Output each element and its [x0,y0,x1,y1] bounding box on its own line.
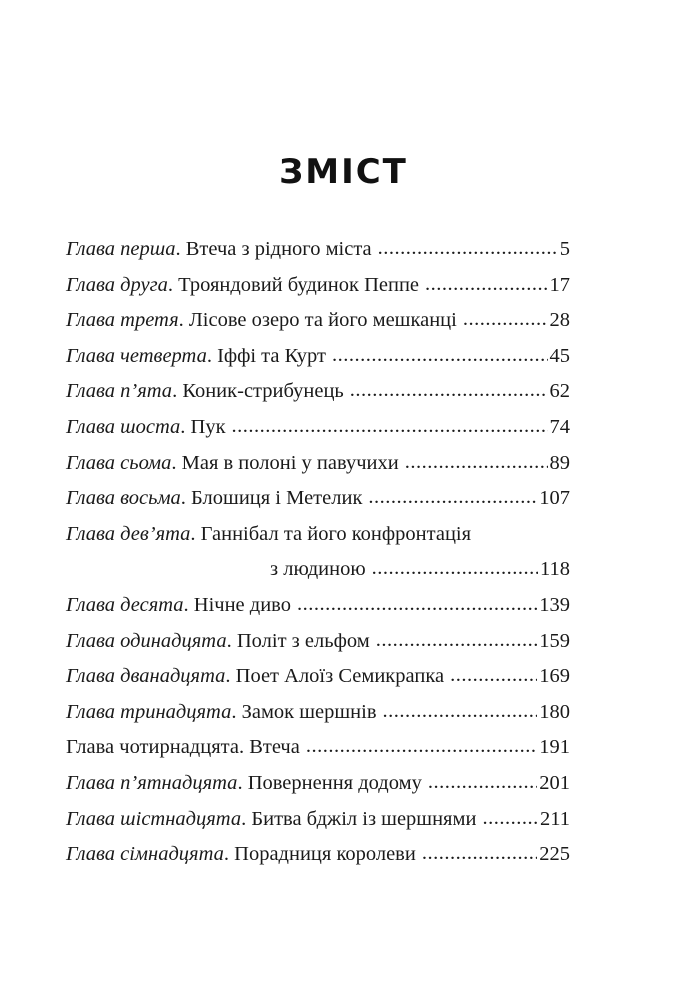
chapter-separator: . [237,771,248,794]
chapter-label: Глава перша [66,238,176,260]
chapter-label: Глава четверта [66,344,207,367]
dot-leader [297,587,537,623]
dot-leader [372,551,538,587]
chapter-title: Іффі та Курт [217,344,326,367]
chapter-separator: . [172,380,183,403]
toc-entry [66,837,570,873]
chapter-label: Глава чотирнадцята [66,736,239,759]
chapter-label: Глава друга [66,273,168,296]
chapter-title: Нічне диво [193,593,291,616]
toc-entry [66,374,570,410]
chapter-separator: . [183,593,194,616]
dot-leader [482,801,538,837]
toc-row [66,517,570,553]
page-number: 28 [549,309,570,332]
dot-leader [428,765,537,801]
chapter-separator: . [225,665,236,688]
toc-entry [66,268,570,304]
toc-entry [66,410,570,446]
toc-row [66,837,570,873]
chapter-label: Глава дванадцята [66,665,226,688]
chapter-title: Ганнібал та його конфронтація [200,522,472,545]
dot-leader [463,302,548,338]
toc-entry [66,446,570,482]
page-number: 17 [549,273,570,296]
table-of-contents [66,232,570,873]
toc-row [66,268,570,304]
chapter-label: Глава одинадцята [66,629,227,652]
chapter-label: Глава п’ята [66,380,173,403]
page-number: 45 [549,344,570,367]
page-number: 62 [549,380,570,403]
chapter-label: Глава восьма [66,487,181,510]
toc-row [66,624,570,660]
dot-leader [378,231,558,267]
dot-leader [232,409,548,445]
chapter-title: Битва бджіл із шершнями [251,807,477,830]
chapter-title-continuation: з людиною [270,558,366,581]
toc-entry [66,339,570,375]
chapter-title: Трояндовий будинок Пеппе [178,273,420,296]
chapter-title: Блошиця і Метелик [191,487,363,510]
toc-row [66,802,570,838]
page-number: 159 [539,629,570,652]
chapter-title: Пук [190,415,226,438]
chapter-title: Коник-стрибунець [182,380,344,403]
page-number: 89 [549,451,570,474]
chapter-separator: . [241,807,252,830]
chapter-separator: . [238,736,250,759]
chapter-separator: . [231,700,242,723]
chapter-label: Глава шістнадцята [66,807,242,830]
dot-leader [332,338,548,374]
toc-entry [66,695,570,731]
chapter-separator: . [175,238,186,260]
toc-entry [66,481,570,517]
page-number: 139 [539,593,570,616]
chapter-label: Глава шоста [66,415,181,438]
toc-row-continuation [66,552,570,588]
page-number: 191 [539,736,570,759]
toc-row [66,374,570,410]
chapter-separator: . [180,415,191,438]
toc-row [66,339,570,375]
dot-leader [450,658,537,694]
toc-entry [66,730,570,766]
toc-row [66,303,570,339]
chapter-label: Глава сімнадцята [66,843,224,866]
toc-row [66,659,570,695]
chapter-title: Повернення додому [247,771,422,794]
toc-entry [66,232,570,268]
toc-row [66,232,570,268]
page-number: 180 [539,700,570,723]
page-number: 74 [549,415,570,438]
toc-entry [66,517,570,588]
page-number: 5 [559,238,570,260]
chapter-separator: . [167,273,179,296]
toc-entry [66,588,570,624]
chapter-separator: . [190,522,201,545]
chapter-label: Глава дев’ята [66,522,191,545]
dot-leader [368,480,537,516]
dot-leader [350,373,548,409]
chapter-label: Глава сьома [66,451,172,474]
toc-row [66,481,570,517]
chapter-label: Глава десята [66,593,184,616]
toc-row [66,766,570,802]
page-number: 169 [539,665,570,688]
chapter-title: Поет Алоїз Семикрапка [235,665,445,688]
toc-entry [66,766,570,802]
dot-leader [376,623,538,659]
chapter-separator: . [206,344,218,367]
chapter-title: Політ з ельфом [236,629,370,652]
toc-row [66,588,570,624]
page-number: 107 [539,487,570,510]
toc-entry [66,303,570,339]
chapter-title: Лісове озеро та його мешканці [188,309,457,332]
toc-entry [66,659,570,695]
page-number: 201 [539,771,570,794]
page-number: 118 [540,558,570,581]
dot-leader [383,694,538,730]
chapter-title: Порадниця королеви [234,843,416,866]
dot-leader [405,445,548,481]
toc-entry [66,624,570,660]
chapter-title: Втеча з рідного міста [185,238,372,260]
chapter-label: Глава третя [66,309,179,332]
chapter-label: Глава п’ятнадцята [66,771,238,794]
chapter-separator: . [226,629,237,652]
dot-leader [425,267,547,303]
toc-row [66,410,570,446]
chapter-separator: . [171,451,182,474]
chapter-separator: . [178,309,189,332]
page-number: 211 [540,807,570,830]
chapter-title: Мая в полоні у павучихи [181,451,399,474]
chapter-separator: . [180,487,192,510]
toc-entry [66,802,570,838]
toc-row [66,446,570,482]
chapter-title: Замок шершнів [241,700,377,723]
chapter-label: Глава тринадцята [66,700,232,723]
chapter-separator: . [223,843,235,866]
chapter-title: Втеча [249,736,300,759]
toc-row [66,695,570,731]
dot-leader [306,729,537,765]
page-title: ЗМІСТ [279,152,408,192]
dot-leader [422,836,537,872]
toc-row [66,730,570,766]
page-number: 225 [539,843,570,866]
